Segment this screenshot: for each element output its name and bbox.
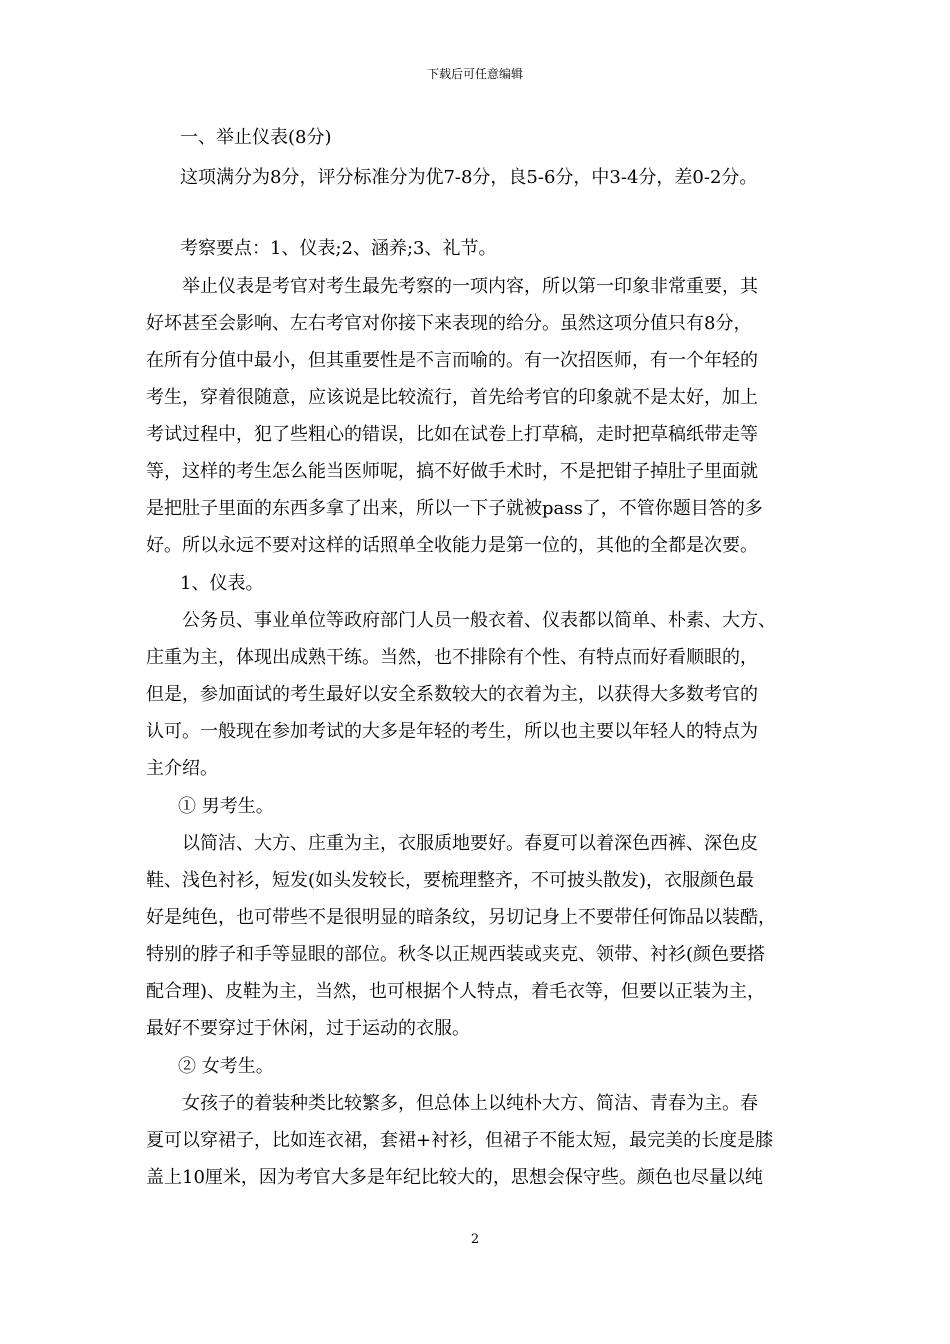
body-line: 考察要点：1、仪表;2、涵养;3、礼节。 (180, 238, 497, 259)
body-line: 考试过程中，犯了些粗心的错误，比如在试卷上打草稿，走时把草稿纸带走等 (146, 424, 758, 445)
paragraph-first-line: 公务员、事业单位等政府部门人员一般衣着、仪表都以简单、朴素、大方、 (182, 610, 776, 631)
subsection-heading: ① 男考生。 (178, 796, 274, 817)
paragraph-first-line: 举止仪表是考官对考生最先考察的一项内容，所以第一印象非常重要，其 (182, 276, 758, 297)
body-line: 夏可以穿裙子，比如连衣裙，套裙+衬衫，但裙子不能太短，最完美的长度是膝 (146, 1130, 774, 1151)
subsection-heading: ② 女考生。 (178, 1056, 274, 1077)
body-line: 考生，穿着很随意，应该说是比较流行，首先给考官的印象就不是太好，加上 (146, 387, 758, 408)
body-line: 好。所以永远不要对这样的话照单全收能力是第一位的，其他的全都是次要。 (146, 535, 758, 556)
paragraph-first-line: 以简洁、大方、庄重为主，衣服质地要好。春夏可以着深色西裤、深色皮 (182, 833, 758, 854)
body-line: 盖上10厘米，因为考官大多是年纪比较大的，思想会保守些。颜色也尽量以纯 (146, 1167, 763, 1188)
body-line: 主介绍。 (146, 758, 218, 779)
body-line: 配合理)、皮鞋为主，当然，也可根据个人特点，着毛衣等，但要以正装为主， (146, 981, 766, 1002)
body-line: 好坏甚至会影响、左右考官对你接下来表现的给分。虽然这项分值只有8分， (146, 313, 752, 334)
page-number: 2 (470, 1232, 480, 1247)
body-line: 最好不要穿过于休闲，过于运动的衣服。 (146, 1018, 470, 1039)
body-line: 在所有分值中最小，但其重要性是不言而喻的。有一次招医师，有一个年轻的 (146, 350, 758, 371)
page-header: 下载后可任意编辑 (426, 67, 523, 81)
section-heading: 一、举止仪表(8分) (180, 127, 332, 148)
body-line: 鞋、浅色衬衫，短发(如头发较长，要梳理整齐，不可披头散发)，衣服颜色最 (146, 870, 755, 891)
body-line: 特别的脖子和手等显眼的部位。秋冬以正规西装或夹克、领带、衬衫(颜色要搭 (146, 944, 766, 965)
body-line: 庄重为主，体现出成熟干练。当然，也不排除有个性、有特点而好看顺眼的， (146, 647, 758, 668)
subsection-heading: 1、仪表。 (180, 573, 264, 594)
body-line: 是把肚子里面的东西多拿了出来，所以一下子就被pass了，不管你题目答的多 (146, 498, 763, 519)
body-line: 这项满分为8分，评分标准分为优7-8分，良5-6分，中3-4分，差0-2分。 (180, 167, 758, 188)
paragraph-first-line: 女孩子的着装种类比较繁多，但总体上以纯朴大方、简洁、青春为主。春 (182, 1093, 758, 1114)
body-line: 认可。一般现在参加考试的大多是年轻的考生，所以也主要以年轻人的特点为 (146, 721, 758, 742)
body-line: 好是纯色，也可带些不是很明显的暗条纹，另切记身上不要带任何饰品以装酷， (146, 907, 776, 928)
body-line: 但是，参加面试的考生最好以安全系数较大的衣着为主，以获得大多数考官的 (146, 684, 758, 705)
body-line: 等，这样的考生怎么能当医师呢，搞不好做手术时，不是把钳子掉肚子里面就 (146, 461, 758, 482)
